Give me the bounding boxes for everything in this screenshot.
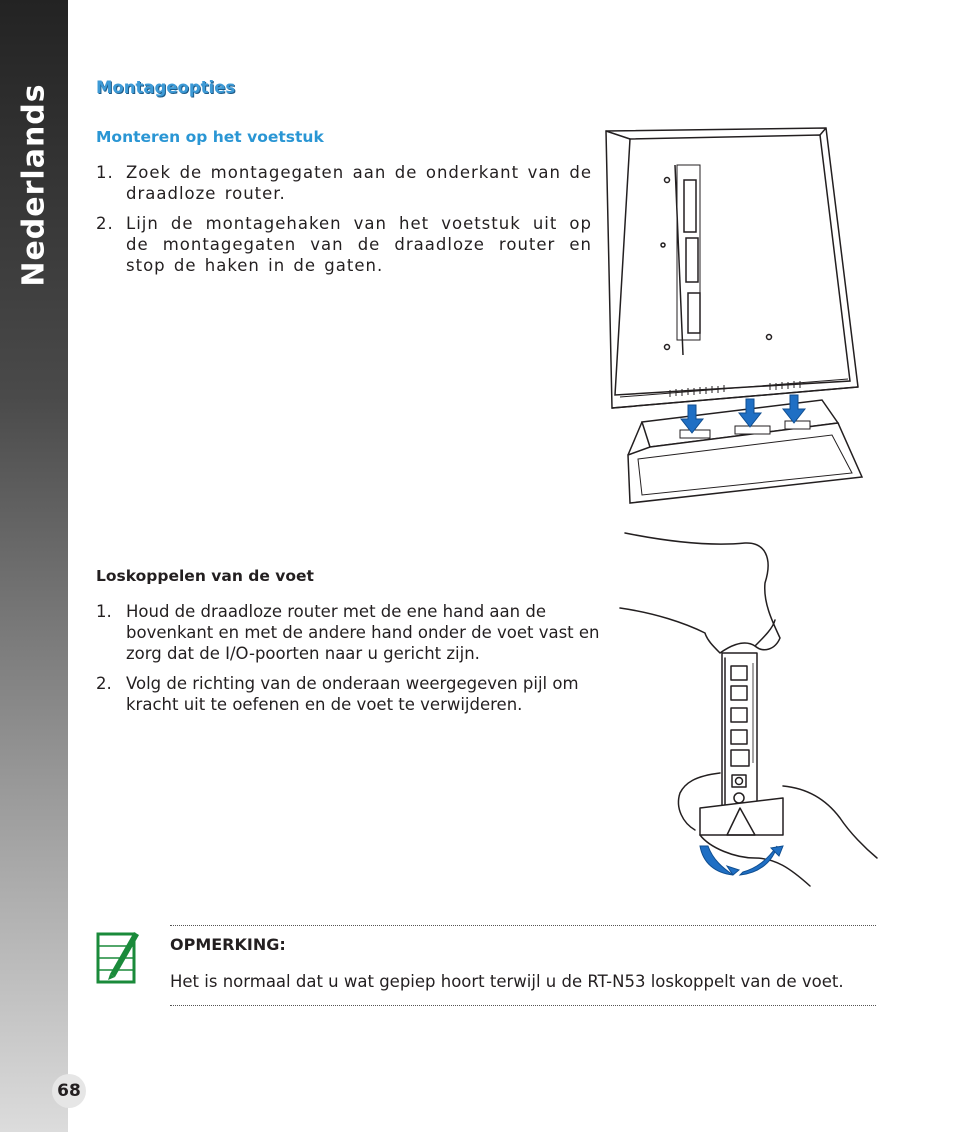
detach-stand-illustration — [615, 528, 880, 893]
mount-steps-list — [96, 162, 592, 285]
subsection-title-detach: Loskoppelen van de voet — [96, 567, 314, 585]
step-text: Lijn de montagehaken van het voetstuk uit op de montagegaten van de draadloze router en stop de haken in de gaten. — [126, 214, 592, 275]
subsection-title-mount: Monteren op het voetstuk — [96, 128, 324, 146]
language-label: Nederlands — [16, 83, 52, 287]
note-bottom-divider — [170, 1005, 876, 1006]
router-stand-illustration — [600, 125, 875, 510]
list-item: 1. Zoek de montagegaten aan de onderkant van de draadloze router. — [96, 163, 592, 203]
step-text: Houd de draadloze router met de ene hand aan de bovenkant en met de andere hand onder de voet vast en zorg dat de I/O-poorten naar u gericht zijn. — [126, 602, 600, 663]
step-text: Volg de richting van de onderaan weergegeven pijl om kracht uit te oefenen en de voet te verwijderen. — [126, 674, 579, 714]
section-title: Montageopties — [96, 78, 236, 97]
list-item: 1. Houd de draadloze router met de ene hand aan de bovenkant en met de andere hand onder de voet vast en zorg dat de I/O-poorten naar u gericht zijn. — [96, 602, 600, 663]
note-title: OPMERKING: — [170, 935, 286, 954]
note-text: Het is normaal dat u wat gepiep hoort terwijl u de RT-N53 loskoppelt van de voet. — [170, 972, 844, 991]
step-text: Zoek de montagegaten aan de onderkant van de draadloze router. — [126, 163, 592, 203]
page-number: 68 — [52, 1074, 86, 1108]
note-pencil-icon — [96, 928, 140, 986]
detach-steps-list — [96, 601, 608, 724]
note-top-divider — [170, 925, 876, 926]
list-item: 2. Volg de richting van de onderaan weergegeven pijl om kracht uit te oefenen en de voet te verwijderen. — [96, 674, 579, 714]
list-item: 2. Lijn de montagehaken van het voetstuk uit op de montagegaten van de draadloze router en stop de haken in de gaten. — [96, 214, 592, 275]
language-side-tab — [0, 0, 68, 1132]
